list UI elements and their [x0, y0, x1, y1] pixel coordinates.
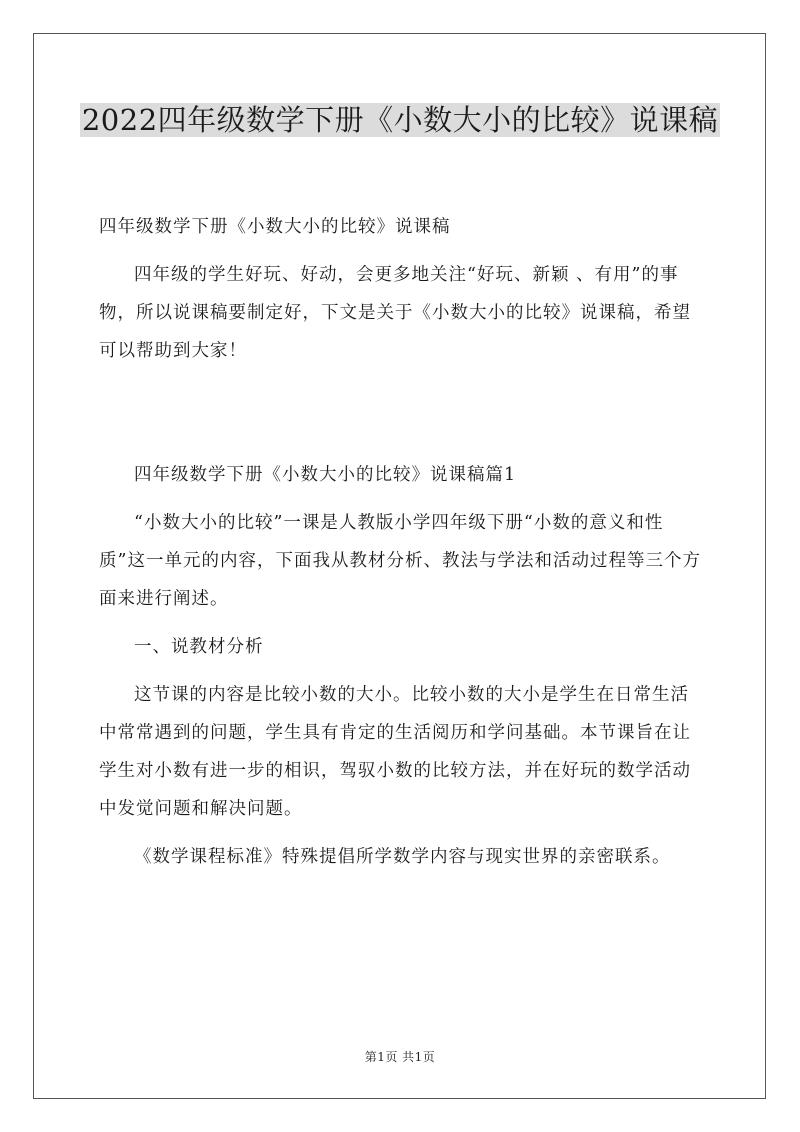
body-paragraph: 《数学课程标准》特殊提倡所学数学内容与现实世界的亲密联系。 — [134, 847, 671, 867]
document-title-text: 2022四年级数学下册《小数大小的比较》说课稿 — [81, 103, 719, 137]
page-footer: 第1页 共1页 — [364, 1050, 436, 1064]
document-body — [99, 208, 703, 876]
section-spacer — [99, 380, 703, 456]
document-title — [0, 97, 800, 143]
section-heading: 四年级数学下册《小数大小的比较》说课稿篇1 — [134, 465, 517, 485]
intro-paragraph: 四年级的学生好玩、好动，会更多地关注“好玩、新颖 、有用”的事物，所以说课稿要制定好，下文是关于《小数大小的比较》说课稿，希望可以帮助到大家！ — [99, 265, 691, 361]
body-paragraph: 这节课的内容是比较小数的大小。比较小数的大小是学生在日常生活中常常遇到的问题，学生具有肯定的生活阅历和学问基础。本节课旨在让学生对小数有进一步的相识，驾驭小数的比较方法，并在好玩的数学活动中发觉问题和解决问题。 — [99, 685, 691, 819]
document-subtitle: 四年级数学下册《小数大小的比较》说课稿 — [99, 217, 451, 237]
body-paragraph: “小数大小的比较”一课是人教版小学四年级下册“小数的意义和性质”这一单元的内容，下面我从教材分析、教法与学法和活动过程等三个方面来进行阐述。 — [99, 513, 701, 609]
section-subheading: 一、说教材分析 — [134, 637, 264, 657]
